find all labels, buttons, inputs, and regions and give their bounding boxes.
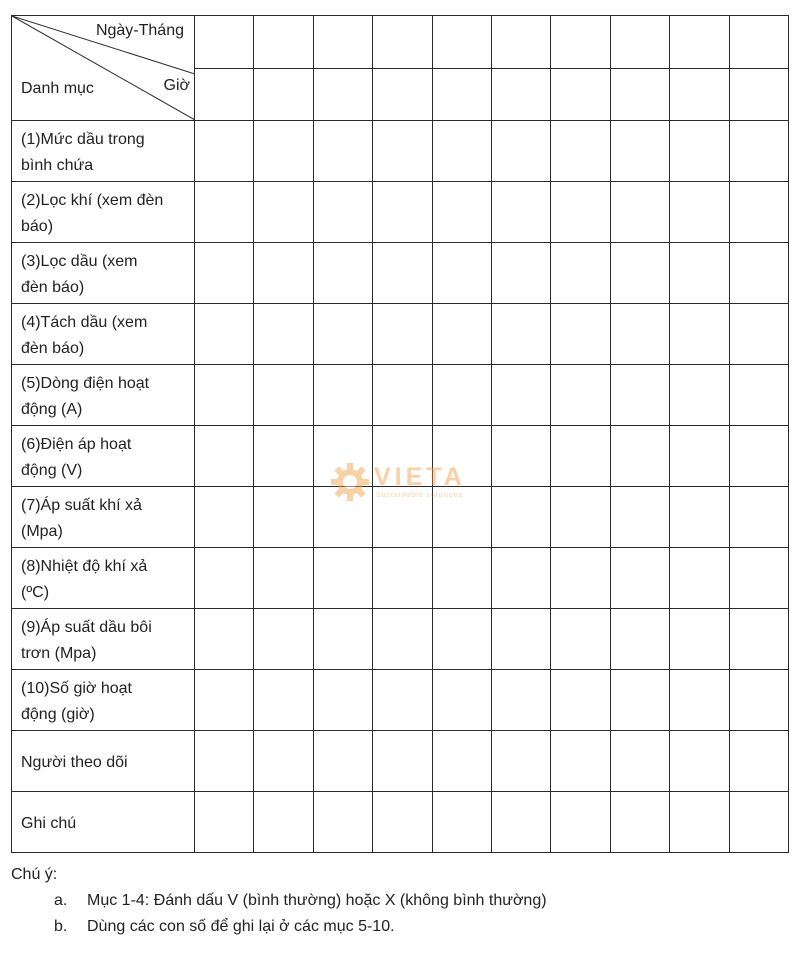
entry-cell[interactable]	[551, 609, 610, 670]
entry-cell[interactable]	[313, 426, 372, 487]
entry-cell[interactable]	[729, 731, 788, 792]
entry-cell[interactable]	[729, 609, 788, 670]
hour-header: Giờ	[163, 77, 190, 94]
entry-cell[interactable]	[551, 426, 610, 487]
header-blank-cell[interactable]	[610, 16, 669, 69]
table-row	[12, 365, 789, 426]
header-blank-cell[interactable]	[195, 16, 254, 69]
entry-cell[interactable]	[551, 365, 610, 426]
header-blank-cell[interactable]	[373, 16, 432, 69]
entry-cell[interactable]	[195, 792, 254, 853]
header-blank-cell[interactable]	[313, 16, 372, 69]
row-label: (10)Số giờ hoạt động (giờ)	[12, 670, 195, 731]
entry-cell[interactable]	[670, 731, 729, 792]
entry-cell[interactable]	[195, 487, 254, 548]
entry-cell[interactable]	[373, 365, 432, 426]
entry-cell[interactable]	[729, 487, 788, 548]
entry-cell[interactable]	[313, 487, 372, 548]
entry-cell[interactable]	[491, 731, 550, 792]
entry-cell[interactable]	[432, 426, 491, 487]
entry-cell[interactable]	[432, 792, 491, 853]
entry-cell[interactable]	[313, 304, 372, 365]
header-blank-cell[interactable]	[670, 68, 729, 121]
notes-title: Chú ý:	[11, 866, 58, 883]
table-row	[12, 609, 789, 670]
entry-cell[interactable]	[670, 609, 729, 670]
entry-cell[interactable]	[610, 670, 669, 731]
entry-cell[interactable]	[254, 548, 313, 609]
entry-cell[interactable]	[373, 243, 432, 304]
entry-cell[interactable]	[610, 426, 669, 487]
entry-cell[interactable]	[373, 609, 432, 670]
entry-cell[interactable]	[670, 243, 729, 304]
header-blank-cell[interactable]	[432, 68, 491, 121]
entry-cell[interactable]	[254, 304, 313, 365]
entry-cell[interactable]	[195, 243, 254, 304]
entry-cell[interactable]	[610, 792, 669, 853]
entry-cell[interactable]	[491, 121, 550, 182]
entry-cell[interactable]	[670, 304, 729, 365]
entry-cell[interactable]	[432, 670, 491, 731]
entry-cell[interactable]	[670, 121, 729, 182]
entry-cell[interactable]	[195, 426, 254, 487]
entry-cell[interactable]	[491, 243, 550, 304]
entry-cell[interactable]	[670, 426, 729, 487]
date-month-header: Ngày-Tháng	[95, 22, 184, 39]
entry-cell[interactable]	[491, 304, 550, 365]
header-blank-cell[interactable]	[313, 68, 372, 121]
entry-cell[interactable]	[610, 731, 669, 792]
row-label: (9)Áp suất dầu bôi trơn (Mpa)	[12, 609, 195, 670]
entry-cell[interactable]	[610, 304, 669, 365]
note-item	[54, 914, 395, 940]
entry-cell[interactable]	[610, 121, 669, 182]
header-blank-cell[interactable]	[670, 16, 729, 69]
entry-cell[interactable]	[551, 792, 610, 853]
note-marker: a.	[54, 892, 68, 909]
table-row	[12, 792, 789, 853]
entry-cell[interactable]	[432, 609, 491, 670]
watermark-brand: VIETA	[374, 463, 466, 491]
entry-cell[interactable]	[254, 182, 313, 243]
header-blank-cell[interactable]	[491, 68, 550, 121]
header-blank-cell[interactable]	[610, 68, 669, 121]
header-row-date	[12, 16, 789, 69]
entry-cell[interactable]	[313, 609, 372, 670]
entry-cell[interactable]	[432, 365, 491, 426]
entry-cell[interactable]	[313, 121, 372, 182]
header-blank-cell[interactable]	[551, 68, 610, 121]
header-blank-cell[interactable]	[432, 16, 491, 69]
entry-cell[interactable]	[373, 548, 432, 609]
entry-cell[interactable]	[373, 182, 432, 243]
entry-cell[interactable]	[551, 121, 610, 182]
entry-cell[interactable]	[254, 792, 313, 853]
header-blank-cell[interactable]	[254, 16, 313, 69]
entry-cell[interactable]	[551, 304, 610, 365]
entry-cell[interactable]	[670, 792, 729, 853]
entry-cell[interactable]	[195, 670, 254, 731]
entry-cell[interactable]	[729, 426, 788, 487]
table-row	[12, 243, 789, 304]
note-text: Dùng các con số để ghi lại ở các mục 5-10.	[87, 918, 395, 935]
table-row	[12, 426, 789, 487]
category-header: Danh mục	[21, 80, 94, 97]
row-label: (1)Mức dầu trong bình chứa	[12, 121, 195, 182]
entry-cell[interactable]	[729, 304, 788, 365]
entry-cell[interactable]	[432, 548, 491, 609]
entry-cell[interactable]	[432, 243, 491, 304]
table-row	[12, 731, 789, 792]
note-marker: b.	[54, 918, 68, 935]
entry-cell[interactable]	[195, 121, 254, 182]
entry-cell[interactable]	[373, 792, 432, 853]
header-blank-cell[interactable]	[551, 16, 610, 69]
entry-cell[interactable]	[729, 548, 788, 609]
entry-cell[interactable]	[373, 731, 432, 792]
entry-cell[interactable]	[670, 365, 729, 426]
entry-cell[interactable]	[729, 365, 788, 426]
entry-cell[interactable]	[195, 182, 254, 243]
header-corner-cell	[12, 16, 195, 121]
entry-cell[interactable]	[313, 365, 372, 426]
entry-cell[interactable]	[491, 609, 550, 670]
row-label: (3)Lọc dầu (xem đèn báo)	[12, 243, 195, 304]
entry-cell[interactable]	[670, 487, 729, 548]
header-blank-cell[interactable]	[373, 68, 432, 121]
note-item	[54, 888, 547, 914]
entry-cell[interactable]	[670, 182, 729, 243]
entry-cell[interactable]	[491, 670, 550, 731]
note-text: Mục 1-4: Đánh dấu V (bình thường) hoặc X (không bình thường)	[87, 892, 547, 909]
entry-cell[interactable]	[729, 182, 788, 243]
entry-cell[interactable]	[254, 426, 313, 487]
header-blank-cell[interactable]	[491, 16, 550, 69]
entry-cell[interactable]	[254, 609, 313, 670]
entry-cell[interactable]	[551, 670, 610, 731]
entry-cell[interactable]	[551, 731, 610, 792]
entry-cell[interactable]	[254, 365, 313, 426]
entry-cell[interactable]	[491, 182, 550, 243]
entry-cell[interactable]	[729, 121, 788, 182]
entry-cell[interactable]	[313, 731, 372, 792]
entry-cell[interactable]	[254, 731, 313, 792]
entry-cell[interactable]	[491, 487, 550, 548]
entry-cell[interactable]	[195, 365, 254, 426]
entry-cell[interactable]	[195, 731, 254, 792]
entry-cell[interactable]	[373, 426, 432, 487]
entry-cell[interactable]	[432, 121, 491, 182]
row-label: (4)Tách dầu (xem đèn báo)	[12, 304, 195, 365]
entry-cell[interactable]	[551, 243, 610, 304]
entry-cell[interactable]	[610, 487, 669, 548]
entry-cell[interactable]	[195, 304, 254, 365]
maintenance-log-table	[11, 15, 789, 853]
entry-cell[interactable]	[610, 548, 669, 609]
entry-cell[interactable]	[432, 731, 491, 792]
entry-cell[interactable]	[254, 487, 313, 548]
table-row	[12, 304, 789, 365]
entry-cell[interactable]	[491, 548, 550, 609]
row-label: (8)Nhiệt độ khí xả (ºC)	[12, 548, 195, 609]
entry-cell[interactable]	[313, 792, 372, 853]
entry-cell[interactable]	[313, 182, 372, 243]
entry-cell[interactable]	[729, 792, 788, 853]
table-row	[12, 121, 789, 182]
entry-cell[interactable]	[551, 487, 610, 548]
entry-cell[interactable]	[313, 243, 372, 304]
notes-section	[11, 862, 547, 935]
entry-cell[interactable]	[670, 670, 729, 731]
entry-cell[interactable]	[551, 548, 610, 609]
entry-cell[interactable]	[313, 548, 372, 609]
row-label: (7)Áp suất khí xả (Mpa)	[12, 487, 195, 548]
table-row	[12, 182, 789, 243]
entry-cell[interactable]	[610, 182, 669, 243]
entry-cell[interactable]	[313, 670, 372, 731]
entry-cell[interactable]	[254, 243, 313, 304]
row-label: (2)Lọc khí (xem đèn báo)	[12, 182, 195, 243]
row-label: Ghi chú	[12, 792, 195, 853]
entry-cell[interactable]	[254, 121, 313, 182]
row-label: Người theo dõi	[12, 731, 195, 792]
entry-cell[interactable]	[491, 365, 550, 426]
table-row	[12, 670, 789, 731]
entry-cell[interactable]	[373, 487, 432, 548]
entry-cell[interactable]	[491, 792, 550, 853]
row-label: (6)Điện áp hoạt động (V)	[12, 426, 195, 487]
entry-cell[interactable]	[491, 426, 550, 487]
entry-cell[interactable]	[610, 609, 669, 670]
entry-cell[interactable]	[729, 670, 788, 731]
entry-cell[interactable]	[432, 182, 491, 243]
entry-cell[interactable]	[551, 182, 610, 243]
table-row	[12, 487, 789, 548]
entry-cell[interactable]	[373, 670, 432, 731]
entry-cell[interactable]	[670, 548, 729, 609]
row-label: (5)Dòng điện hoạt động (A)	[12, 365, 195, 426]
entry-cell[interactable]	[373, 304, 432, 365]
entry-cell[interactable]	[195, 548, 254, 609]
entry-cell[interactable]	[195, 609, 254, 670]
header-blank-cell[interactable]	[254, 68, 313, 121]
header-blank-cell[interactable]	[195, 68, 254, 121]
entry-cell[interactable]	[729, 243, 788, 304]
entry-cell[interactable]	[610, 365, 669, 426]
entry-cell[interactable]	[610, 243, 669, 304]
entry-cell[interactable]	[432, 304, 491, 365]
entry-cell[interactable]	[254, 670, 313, 731]
entry-cell[interactable]	[432, 487, 491, 548]
table-row	[12, 548, 789, 609]
entry-cell[interactable]	[373, 121, 432, 182]
watermark-tagline: Sustainable solutions	[376, 492, 464, 499]
header-blank-cell[interactable]	[729, 16, 788, 69]
header-blank-cell[interactable]	[729, 68, 788, 121]
